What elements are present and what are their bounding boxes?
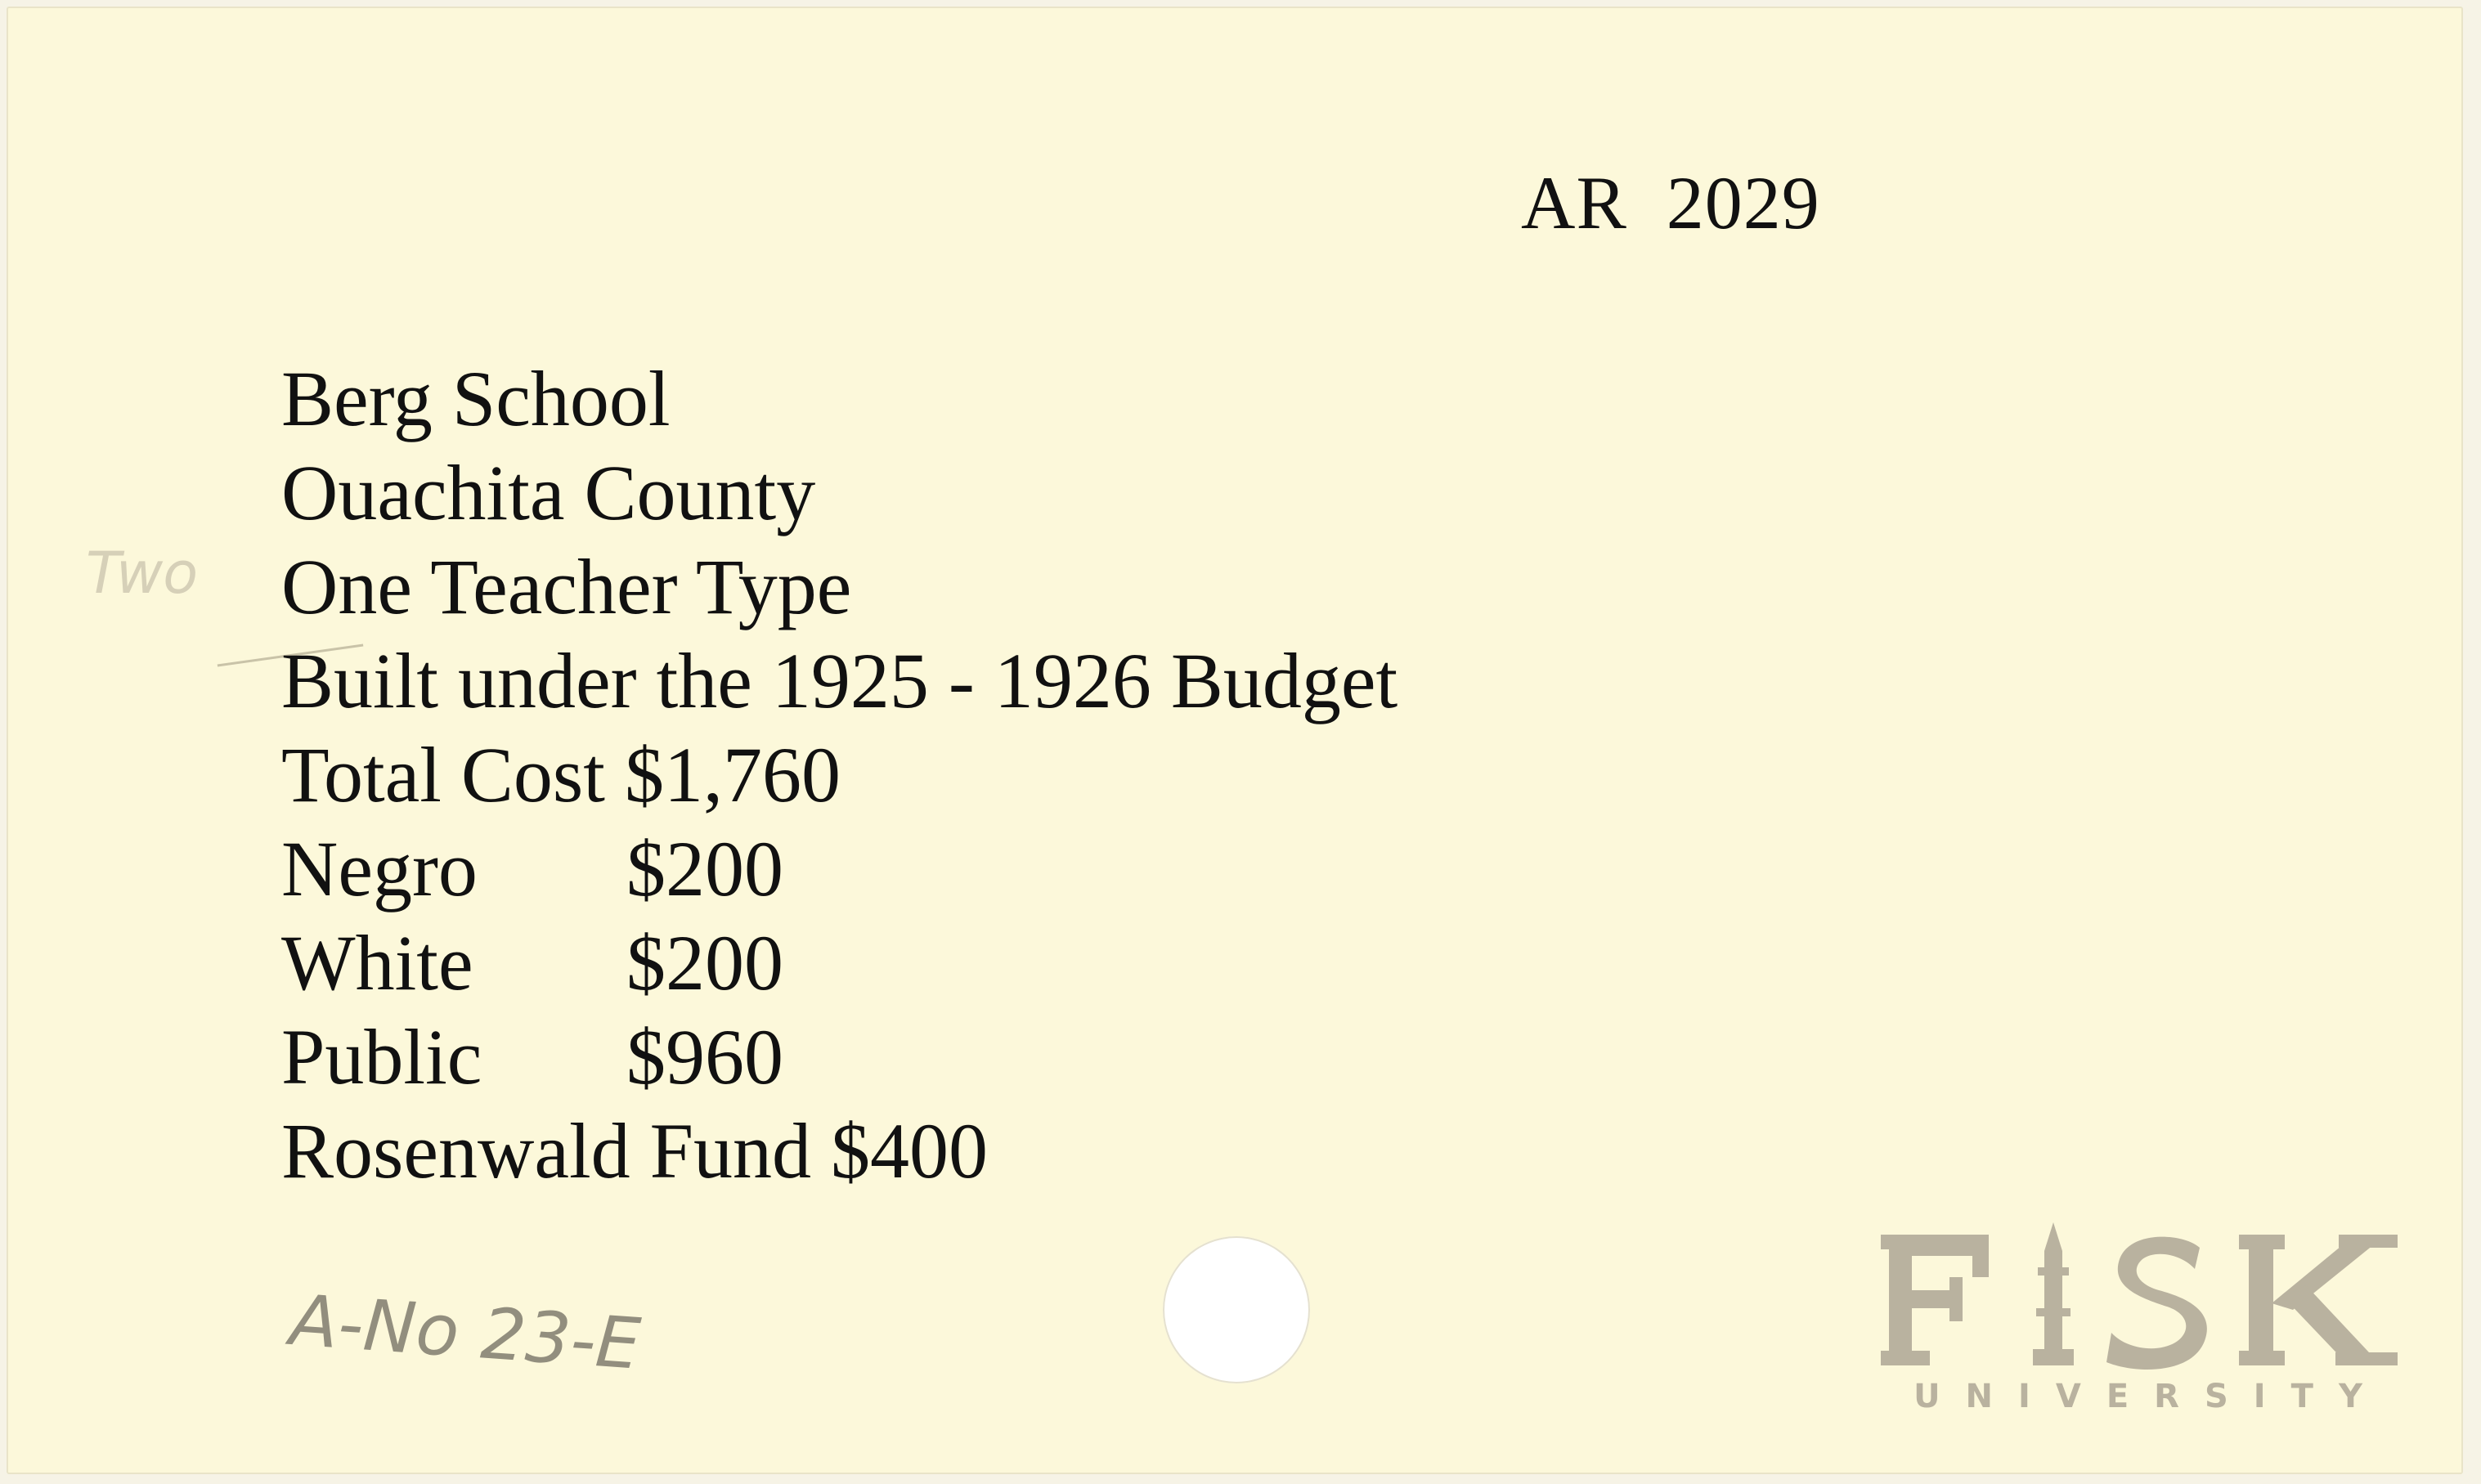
card-text (281, 352, 1398, 1198)
funding-source: Negro (281, 825, 478, 912)
funding-amount: $960 (626, 1013, 783, 1101)
funding-row-negro (281, 822, 1398, 916)
logo-subtitle: UNIVERSITY (1913, 1378, 2388, 1415)
punch-hole (1163, 1236, 1310, 1383)
fisk-wordmark-icon (1881, 1218, 2420, 1382)
funding-amount: $200 (626, 919, 783, 1007)
budget-line: Built under the 1925 - 1926 Budget (281, 637, 1398, 724)
funding-amount: $200 (626, 825, 783, 912)
funding-row-white (281, 916, 1398, 1010)
card-id: AR 2029 (1521, 161, 1820, 244)
rosenwald-fund: Rosenwald Fund $400 (281, 1107, 988, 1195)
funding-source: White (281, 919, 473, 1007)
county: Ouachita County (281, 449, 816, 536)
index-card (7, 7, 2463, 1474)
total-cost: Total Cost $1,760 (281, 731, 841, 818)
school-name: Berg School (281, 355, 671, 442)
funding-source: Public (281, 1013, 482, 1101)
school-type: One Teacher Type (281, 543, 852, 630)
faint-pencil-note: Two (86, 540, 199, 607)
fisk-university-logo (1881, 1218, 2420, 1431)
funding-row-public (281, 1010, 1398, 1104)
handwritten-note: A-No 23-E (287, 1280, 644, 1386)
